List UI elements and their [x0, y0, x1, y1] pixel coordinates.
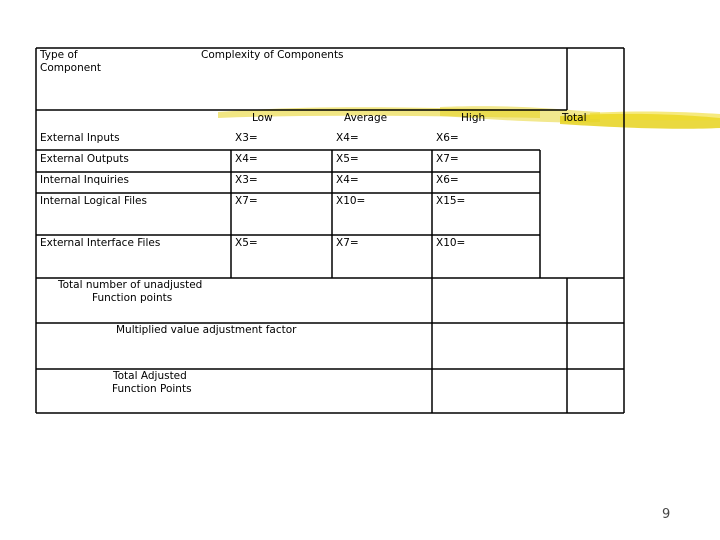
footer-adjusted-line1: Total Adjusted [113, 370, 187, 382]
footer-multiplied-vaf: Multiplied value adjustment factor [116, 324, 297, 336]
header-average: Average [344, 112, 388, 124]
footer-adjusted-line2: Function Points [112, 383, 192, 395]
row-low: X7= [235, 195, 258, 207]
row-average: X5= [336, 153, 359, 165]
row-name-external-inputs: External Inputs [40, 132, 120, 144]
row-average: X10= [336, 195, 366, 207]
header-high: High [461, 112, 486, 124]
row-high: X7= [436, 153, 459, 165]
header-type-of-component-line2: Component [40, 62, 101, 74]
row-average: X4= [336, 174, 359, 186]
row-low: X3= [235, 132, 258, 144]
footer-unadjusted-line2: Function points [92, 292, 173, 304]
page-number: 9 [662, 507, 671, 522]
header-total: Total [562, 112, 587, 124]
footer-unadjusted-line1: Total number of unadjusted [58, 279, 203, 291]
row-name-internal-logical-files: Internal Logical Files [40, 195, 147, 207]
row-high: X15= [436, 195, 466, 207]
header-complexity: Complexity of Components [201, 49, 344, 61]
row-high: X6= [436, 174, 459, 186]
header-low: Low [252, 112, 273, 124]
row-low: X3= [235, 174, 258, 186]
row-average: X7= [336, 237, 359, 249]
row-average: X4= [336, 132, 359, 144]
row-high: X10= [436, 237, 466, 249]
row-low: X5= [235, 237, 258, 249]
row-low: X4= [235, 153, 258, 165]
row-high: X6= [436, 132, 459, 144]
row-name-external-interface-files: External Interface Files [40, 237, 161, 249]
header-type-of-component-line1: Type of [40, 49, 78, 61]
row-name-internal-inquiries: Internal Inquiries [40, 174, 129, 186]
row-name-external-outputs: External Outputs [40, 153, 129, 165]
